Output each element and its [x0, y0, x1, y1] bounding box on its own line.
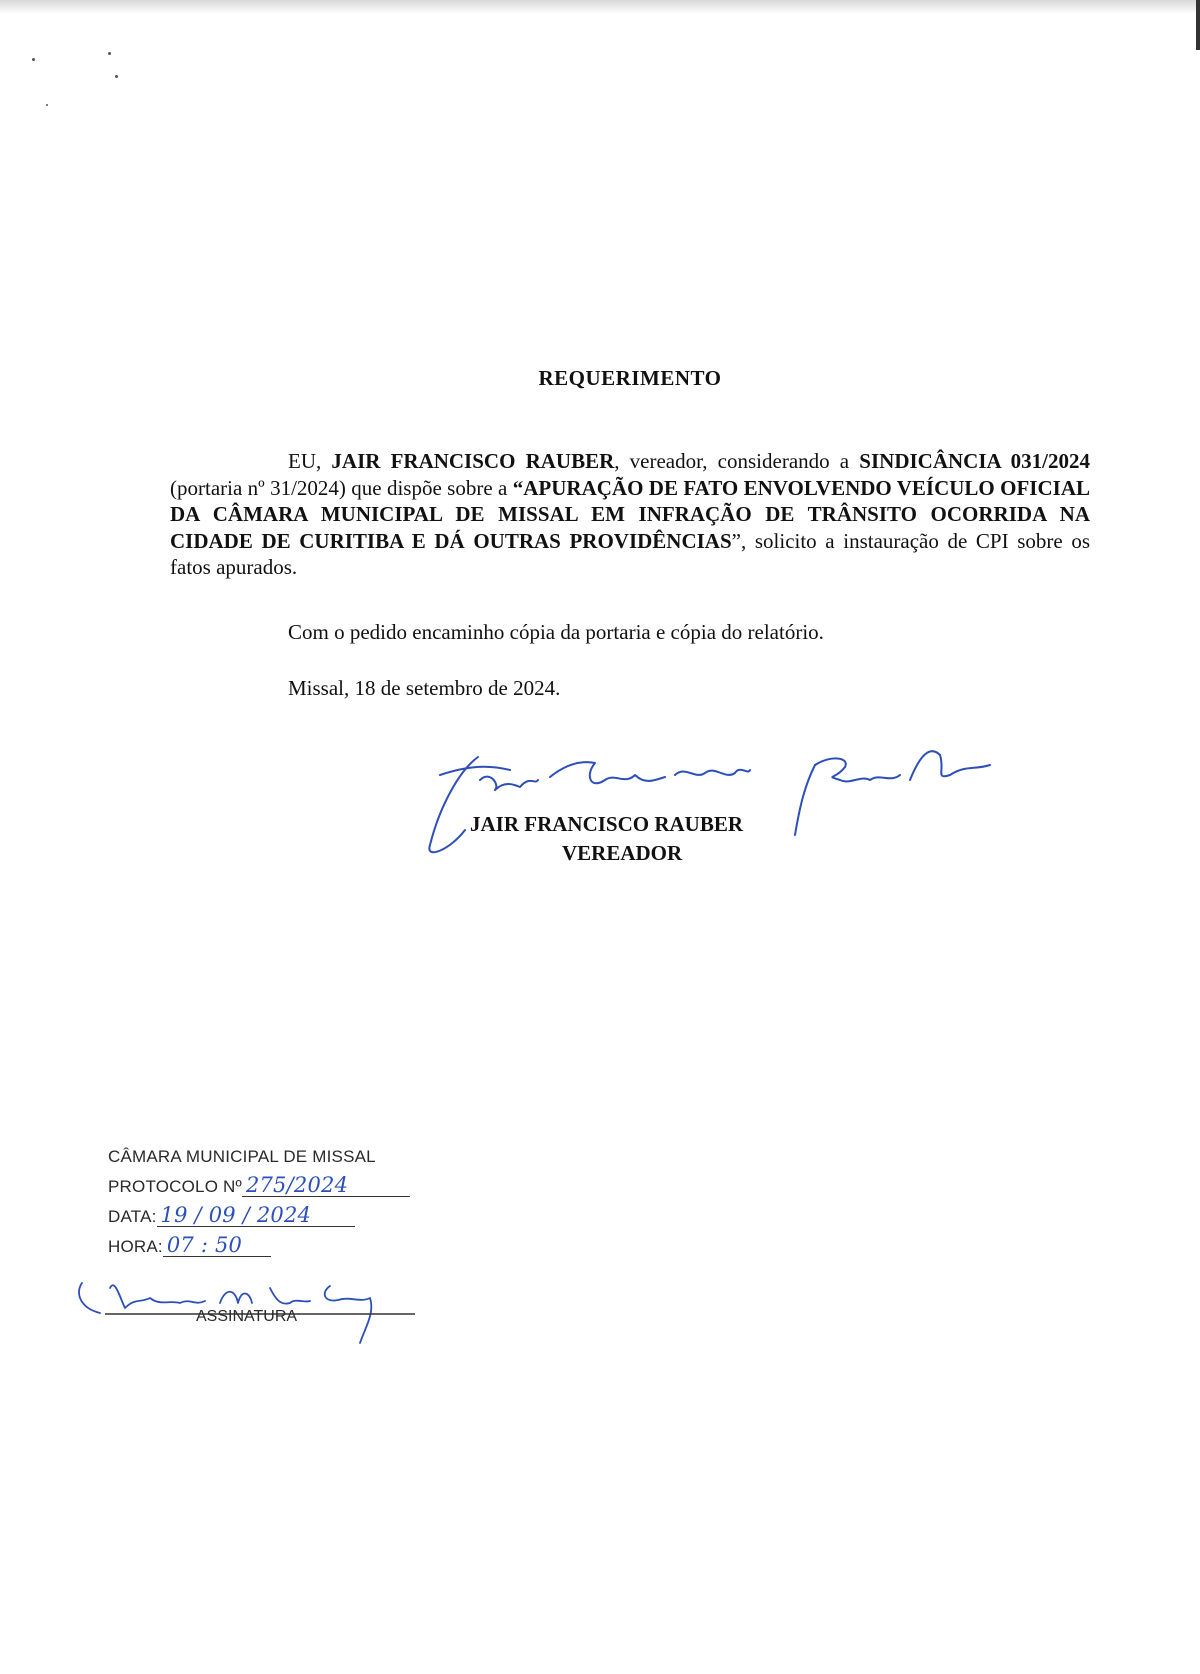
paragraph-text: , vereador, considerando a [614, 449, 860, 473]
stamp-protocol-row [108, 1172, 410, 1202]
stamp-date-row [108, 1202, 410, 1232]
stamp-protocol-label: PROTOCOLO Nº [108, 1177, 242, 1196]
paragraph-sindicancia: SINDICÂNCIA 031/2024 [859, 449, 1090, 473]
protocol-stamp [108, 1142, 410, 1262]
handwritten-signature [420, 735, 1040, 865]
scan-speck [108, 52, 111, 55]
scan-speck [115, 75, 118, 78]
stamp-signature-label: ASSINATURA [196, 1308, 298, 1325]
scan-edge-right [1196, 0, 1200, 50]
scan-speck [32, 58, 35, 61]
paragraph-text: EU, [288, 449, 332, 473]
stamp-date-label: DATA: [108, 1207, 157, 1226]
paragraph-text: ”, solicito a instauração de CPI sobre os fatos apurados. [170, 528, 1091, 579]
document-title: REQUERIMENTO [538, 366, 722, 390]
paragraph-name: JAIR FRANCISCO RAUBER [331, 449, 615, 473]
signer-role: VEREADOR [562, 841, 683, 865]
date-line: Missal, 18 de setembro de 2024. [288, 676, 561, 700]
paragraph-subject: “APURAÇÃO DE FATO ENVOLVENDO VEÍCULO OFICIAL DA CÂMARA MUNICIPAL DE MISSAL EM INFRAÇÃO DE TRÂNSITO OCORRIDA NA CIDADE DE CURITIBA E DÁ OUTRAS PROVIDÊNCIAS [170, 475, 1090, 553]
signer-name: JAIR FRANCISCO RAUBER [470, 812, 744, 836]
stamp-time-value: 07 : 50 [163, 1234, 271, 1257]
paragraph-text: (portaria nº 31/2024) que dispõe sobre a [170, 475, 513, 500]
stamp-protocol-value: 275/2024 [242, 1174, 410, 1197]
stamp-time-label: HORA: [108, 1237, 163, 1256]
request-paragraph [170, 448, 1090, 581]
stamp-time-row [108, 1232, 410, 1262]
scan-speck [46, 104, 48, 106]
stamp-institution: CÂMARA MUNICIPAL DE MISSAL [108, 1147, 376, 1166]
stamp-date-value: 19 / 09 / 2024 [157, 1204, 355, 1227]
attachment-line: Com o pedido encaminho cópia da portaria e cópia do relatório. [288, 620, 824, 644]
scan-edge-top [0, 0, 1200, 14]
